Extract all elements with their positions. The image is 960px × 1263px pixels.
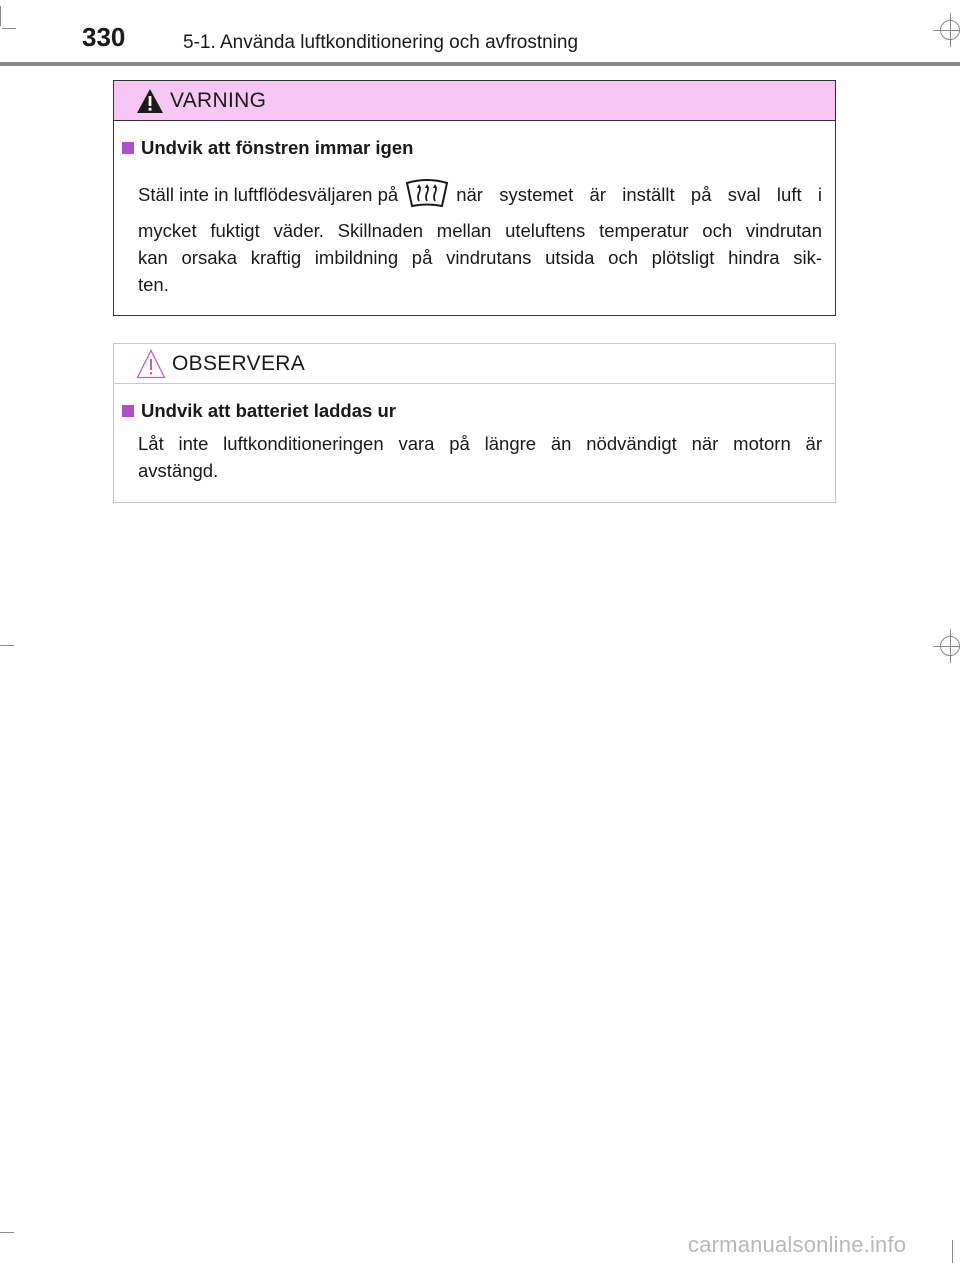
crop-mark-top-left-h bbox=[2, 28, 16, 29]
bullet-square-icon bbox=[122, 142, 134, 154]
warning-line-3: kan orsaka kraftig imbildning på vindrutans utsida och plötsligt hindra sik- bbox=[138, 247, 822, 268]
crop-mark-mid-left bbox=[0, 645, 14, 646]
crop-mark-bottom-left bbox=[0, 1232, 14, 1233]
warning-header bbox=[114, 81, 835, 121]
crop-mark-bottom-right bbox=[952, 1240, 953, 1263]
watermark: carmanualsonline.info bbox=[688, 1232, 907, 1257]
notice-box bbox=[113, 343, 836, 503]
bullet-square-icon bbox=[122, 405, 134, 417]
notice-line-1: Låt inte luftkonditioneringen vara på längre än nödvändigt när motorn är bbox=[138, 433, 822, 454]
warning-line-4: ten. bbox=[138, 274, 169, 295]
warning-line-2: mycket fuktigt väder. Skillnaden mellan uteluftens temperatur och vindrutan bbox=[138, 220, 822, 241]
registration-mark-mid-right bbox=[940, 636, 960, 656]
warning-item-heading bbox=[122, 137, 413, 159]
section-title: 5-1. Använda luftkonditionering och avfrostning bbox=[183, 32, 579, 53]
warning-heading-text: Undvik att fönstren immar igen bbox=[141, 137, 414, 158]
notice-paragraph bbox=[138, 430, 822, 484]
notice-label: OBSERVERA bbox=[172, 351, 306, 375]
notice-item-heading bbox=[122, 400, 396, 422]
warning-line-1-start: Ställ inte in luftflödesväljaren på bbox=[138, 183, 399, 205]
notice-line-2: avstängd. bbox=[138, 460, 219, 481]
page-number: 330 bbox=[82, 22, 126, 52]
warning-label: VARNING bbox=[170, 88, 267, 112]
registration-mark-top-right bbox=[940, 20, 960, 40]
warning-line-1-end: när systemet är inställt på sval luft i bbox=[456, 183, 822, 205]
notice-heading-text: Undvik att batteriet laddas ur bbox=[141, 400, 396, 421]
warning-line-1 bbox=[138, 179, 822, 209]
windshield-defrost-icon bbox=[404, 179, 450, 209]
warning-paragraph bbox=[138, 179, 822, 298]
caution-triangle-icon bbox=[136, 349, 166, 379]
warning-triangle-icon bbox=[136, 88, 164, 114]
crop-mark-top-left bbox=[0, 6, 1, 26]
notice-header bbox=[114, 344, 835, 384]
warning-box bbox=[113, 80, 836, 316]
header-rule bbox=[0, 62, 960, 66]
